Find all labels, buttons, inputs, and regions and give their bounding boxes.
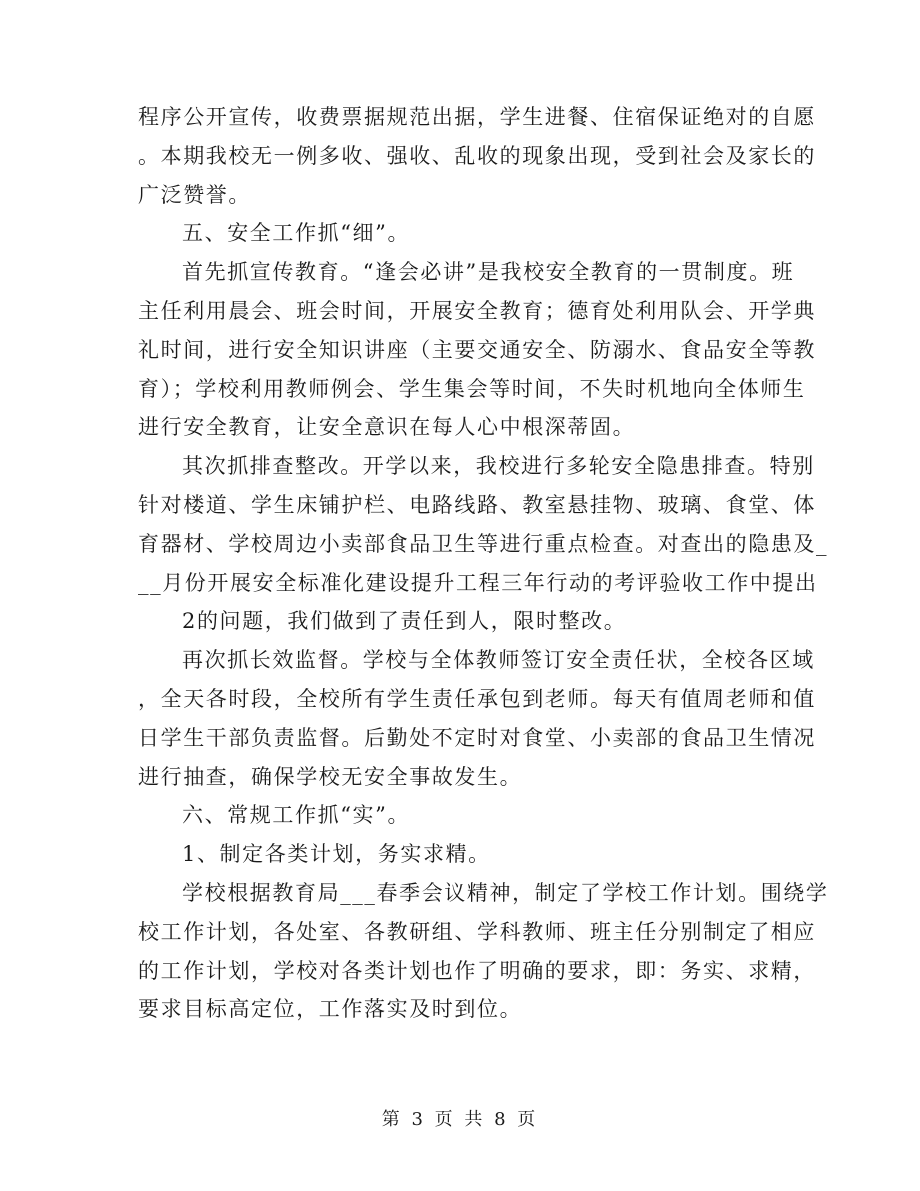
text-line: 针对楼道、学生床铺护栏、电路线路、教室悬挂物、玻璃、食堂、体 xyxy=(138,492,816,517)
text-line: 要求目标高定位，工作落实及时到位。 xyxy=(138,997,523,1022)
text-line: 其次抓排查整改。开学以来，我校进行多轮安全隐患排查。特别 xyxy=(182,454,815,479)
text-line: 校工作计划，各处室、各教研组、学科教师、班主任分别制定了相应 xyxy=(138,919,816,944)
text-line: 五、安全工作抓“细”。 xyxy=(182,221,411,246)
text-line: 六、常规工作抓“实”。 xyxy=(182,803,411,828)
text-line: 进行抽查，确保学校无安全事故发生。 xyxy=(138,764,523,789)
text-line: 1、制定各类计划，务实求精。 xyxy=(182,842,491,867)
text-line: 进行安全教育，让安全意识在每人心中根深蒂固。 xyxy=(138,415,636,440)
text-line: 广泛赞誉。 xyxy=(138,182,251,207)
text-line: 育）；学校利用教师例会、学生集会等时间，不失时机地向全体师生 xyxy=(138,376,806,401)
text-line: 育器材、学校周边小卖部食品卫生等进行重点检查。对查出的隐患及_ xyxy=(138,531,829,556)
text-line: ，全天各时段，全校所有学生责任承包到老师。每天有值周老师和值 xyxy=(138,686,816,711)
text-line: 主任利用晨会、班会时间，开展安全教育；德育处利用队会、开学典 xyxy=(138,298,816,323)
text-line: 礼时间，进行安全知识讲座（主要交通安全、防溺水、食品安全等教 xyxy=(138,337,816,362)
text-line: 的工作计划，学校对各类计划也作了明确的要求，即：务实、求精， xyxy=(138,958,816,983)
text-line: 首先抓宣传教育。“逢会必讲”是我校安全教育的一贯制度。班 xyxy=(182,260,795,285)
text-line: 学校根据教育局___春季会议精神，制定了学校工作计划。围绕学 xyxy=(182,880,829,905)
text-line: __月份开展安全标准化建设提升工程三年行动的考评验收工作中提出 xyxy=(138,570,818,595)
text-line: 。本期我校无一例多收、强收、乱收的现象出现，受到社会及家长的 xyxy=(138,143,816,168)
text-line: 程序公开宣传，收费票据规范出据，学生进餐、住宿保证绝对的自愿 xyxy=(138,105,816,129)
document-body xyxy=(138,98,829,1029)
text-line: 日学生干部负责监督。后勤处不定时对食堂、小卖部的食品卫生情况 xyxy=(138,725,816,750)
text-line: 2的问题，我们做到了责任到人，限时整改。 xyxy=(182,609,627,634)
page-footer: 第 3 页 共 8 页 xyxy=(381,1109,539,1130)
text-line: 再次抓长效监督。学校与全体教师签订安全责任状，全校各区域 xyxy=(182,648,815,673)
